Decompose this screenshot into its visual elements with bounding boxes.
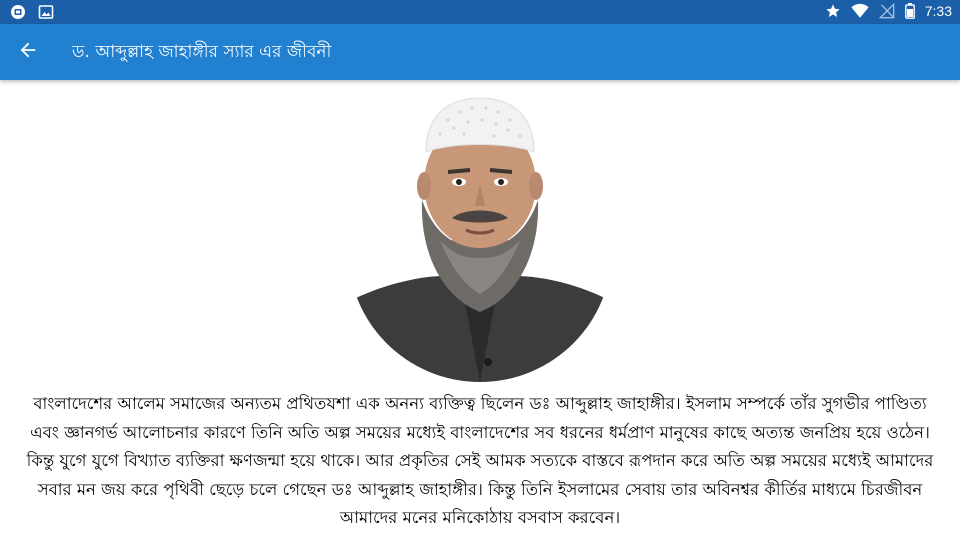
portrait-image bbox=[348, 90, 612, 382]
biography-text: বাংলাদেশের আলেম সমাজের অন্যতম প্রথিতযশা এক অনন্য ব্যক্তিত্ব ছিলেন ডঃ আব্দুল্লাহ জাহাঙ্গীর। ইসলাম সম্পর্কে তাঁর সুগভীর পাণ্ডিত্য এবং জ্ঞানগর্ভ আলোচনার কারণে তিনি অতি অল্প সময়ের মধ্যেই বাংলাদেশের সব ধরনের ধর্মপ্রাণ মানুষের কাছে অত্যন্ত জনপ্রিয় হয়ে ওঠেন। কিন্তু যুগে যুগে বিখ্যাত ব্যক্তিরা ক্ষণজন্মা হয়ে থাকে। আর প্রকৃতির সেই আমক সত্যকে বাস্তবে রূপদান করে অতি অল্প সময়ের মধ্যেই আমাদের সবার মন জয় করে পৃথিবী ছেড়ে চলে গেছেন ডঃ আব্দুল্লাহ জাহাঙ্গীর। কিন্তু তিনি ইসলামের সেবায় তার অবিনশ্বর কীর্তির মাধ্যমে চিরজীবন আমাদের মনের মনিকোঠায় বসবাস করবেন। bbox=[26, 394, 934, 527]
wifi-icon bbox=[851, 3, 869, 19]
battery-icon bbox=[905, 3, 915, 19]
image-notification-icon bbox=[38, 4, 54, 20]
app-notification-icon bbox=[10, 4, 26, 20]
back-button[interactable] bbox=[10, 34, 46, 70]
star-icon bbox=[825, 3, 841, 19]
arrow-back-icon bbox=[17, 39, 39, 65]
app-bar bbox=[0, 24, 960, 80]
page-title: ড. আব্দুল্লাহ জাহাঙ্গীর স্যার এর জীবনী bbox=[72, 42, 332, 62]
status-bar bbox=[0, 0, 960, 24]
no-signal-icon bbox=[879, 3, 895, 19]
status-time: 7:33 bbox=[924, 3, 952, 19]
